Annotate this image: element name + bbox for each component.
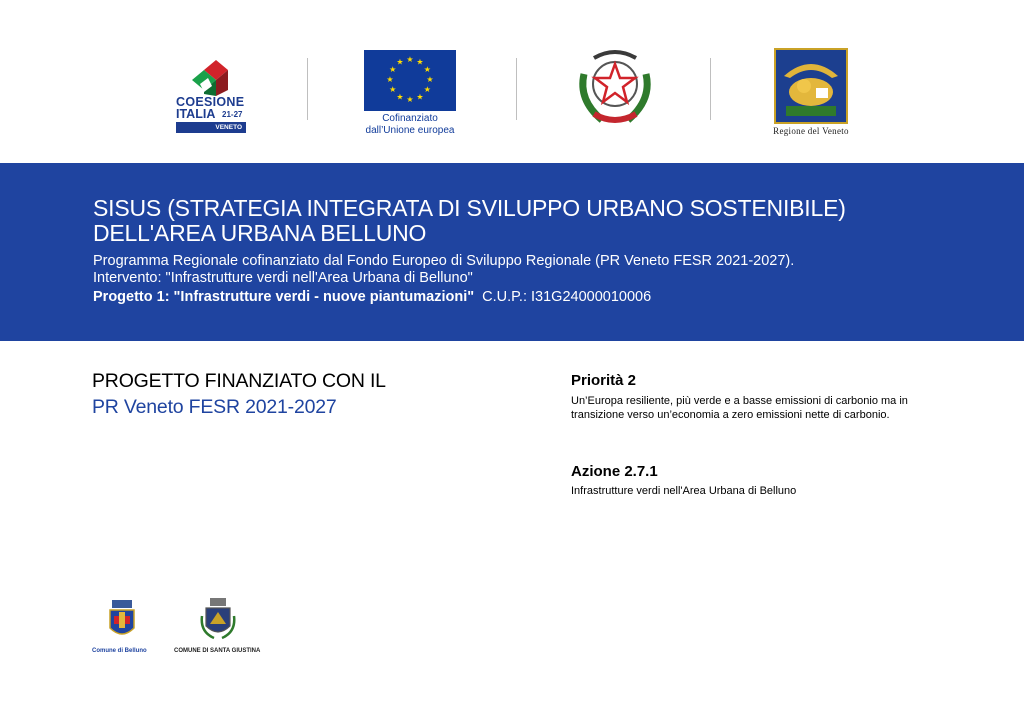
banner-title-line1: SISUS (STRATEGIA INTEGRATA DI SVILUPPO URBANO SOSTENIBILE) xyxy=(93,195,846,221)
banner-title xyxy=(93,196,846,246)
svg-text:★: ★ xyxy=(426,75,434,84)
svg-text:★: ★ xyxy=(396,92,404,102)
eu-flag-icon xyxy=(364,50,456,111)
comune-santa-giustina-label: COMUNE DI SANTA GIUSTINA xyxy=(174,648,261,654)
coesione-line2: ITALIA xyxy=(176,107,216,121)
svg-text:★: ★ xyxy=(389,85,397,94)
banner-project-name: Progetto 1: "Infrastrutture verdi - nuove piantumazioni" xyxy=(93,289,475,305)
banner-cup-code: C.U.P.: I31G24000010006 xyxy=(482,289,652,305)
logo-divider xyxy=(516,58,517,120)
coesione-line1: COESIONE xyxy=(176,95,245,109)
logo-divider xyxy=(710,58,711,120)
svg-text:★: ★ xyxy=(416,92,424,102)
comune-belluno-crest-icon xyxy=(107,598,137,642)
financing-line1: PROGETTO FINANZIATO CON IL xyxy=(92,370,386,392)
financing-line2: PR Veneto FESR 2021-2027 xyxy=(92,396,337,418)
italian-republic-emblem-icon xyxy=(572,44,658,130)
action-text: Infrastrutture verdi nell'Area Urbana di Belluno xyxy=(571,485,797,497)
svg-text:★: ★ xyxy=(389,65,397,74)
banner-intervention-line: Intervento: "Infrastrutture verdi nell'Area Urbana di Belluno" xyxy=(93,270,473,286)
svg-text:★: ★ xyxy=(386,75,394,84)
project-banner xyxy=(0,163,1024,341)
eu-caption-line1: Cofinanziato xyxy=(382,113,438,124)
priority-heading: Priorità 2 xyxy=(571,372,637,389)
eu-caption xyxy=(340,113,480,137)
regione-veneto-caption: Regione del Veneto xyxy=(773,126,849,136)
priority-text: Un’Europa resiliente, più verde e a basse emissioni di carbonio ma in transizione verso un’economia a zero emissioni nette di carbonio. xyxy=(571,395,908,421)
comune-belluno-label: Comune di Belluno xyxy=(92,648,147,654)
svg-text:★: ★ xyxy=(423,85,431,94)
comune-santa-giustina-crest-icon xyxy=(200,596,236,642)
regione-veneto-lion-icon xyxy=(774,48,848,124)
logo-divider xyxy=(307,58,308,120)
svg-text:★: ★ xyxy=(406,55,414,64)
svg-text:★: ★ xyxy=(406,95,414,104)
svg-text:★: ★ xyxy=(396,57,404,67)
coesione-region-badge: VENETO xyxy=(176,122,246,133)
banner-title-line2: DELL'AREA URBANA BELLUNO xyxy=(93,220,427,246)
banner-project-line xyxy=(93,289,651,306)
eu-caption-line2: dall’Unione europea xyxy=(365,125,455,136)
svg-text:★: ★ xyxy=(416,57,424,67)
coesione-years: 21-27 xyxy=(222,110,243,119)
svg-text:★: ★ xyxy=(423,65,431,74)
banner-program-line: Programma Regionale cofinanziato dal Fondo Europeo di Sviluppo Regionale (PR Veneto FESR 2021-2027). xyxy=(93,253,795,269)
action-heading: Azione 2.7.1 xyxy=(571,463,658,480)
